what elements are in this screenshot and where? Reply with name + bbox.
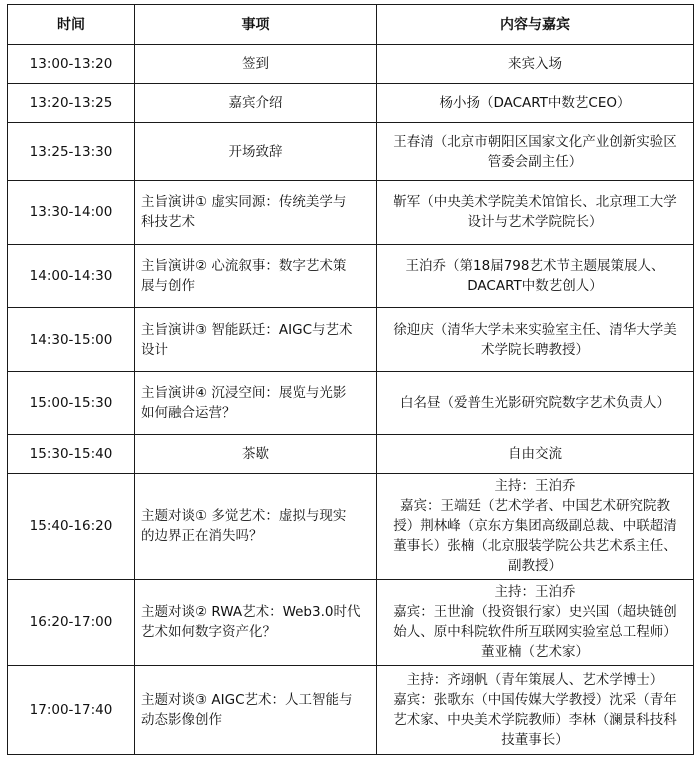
item-line: 如何融合运营？ — [141, 405, 236, 422]
item-line: 主题对谈③ AIGC艺术：人工智能与 — [141, 691, 353, 708]
item-line: 主题对谈① 多觉艺术：虚拟与现实 — [141, 508, 347, 525]
agenda-table — [7, 4, 694, 755]
row-time: 17:00-17:40 — [8, 665, 135, 754]
row-item — [135, 83, 377, 122]
content-line: 来宾入场 — [508, 55, 562, 72]
content-line: 副教授） — [508, 558, 562, 575]
content-line: 自由交流 — [508, 446, 562, 463]
item-line: 主旨演讲③ 智能跃迁：AIGC与艺术 — [141, 321, 353, 338]
item-line: 科技艺术 — [141, 214, 195, 231]
item-line: 艺术如何数字资产化？ — [141, 624, 276, 641]
row-item — [135, 371, 377, 435]
row-content — [377, 244, 694, 308]
content-line: 授）荆林峰（京东方集团高级副总裁、中联超清 — [393, 518, 677, 535]
content-line: 王春清（北京市朝阳区国家文化产业创新实验区 — [393, 133, 677, 150]
table-row — [8, 244, 694, 308]
item-line: 展与创作 — [141, 278, 195, 294]
row-content — [377, 435, 694, 474]
row-time: 15:30-15:40 — [8, 435, 135, 474]
content-line: 主持：王泊乔 — [494, 584, 576, 601]
content-line: 设计与艺术学院院长） — [467, 214, 603, 231]
row-time: 16:20-17:00 — [8, 579, 135, 665]
row-time: 14:30-15:00 — [8, 308, 135, 372]
row-item — [135, 181, 377, 245]
item-line: 签到 — [242, 55, 269, 72]
row-item — [135, 474, 377, 580]
content-line: 始人、原中科院软件所互联网实验室总工程师） — [393, 624, 677, 641]
row-time: 13:00-13:20 — [8, 45, 135, 84]
row-time: 15:40-16:20 — [8, 474, 135, 580]
content-line: 技董事长） — [501, 731, 569, 748]
row-item — [135, 579, 377, 665]
content-line: 嘉宾：王世渝（投资银行家）史兴国（超块链创 — [393, 604, 677, 621]
row-content — [377, 474, 694, 580]
item-line: 动态影像创作 — [141, 711, 222, 728]
table-row — [8, 435, 694, 474]
row-item — [135, 122, 377, 180]
table-row — [8, 371, 694, 435]
row-content — [377, 371, 694, 435]
row-time: 14:00-14:30 — [8, 244, 135, 308]
item-line: 设计 — [141, 341, 168, 358]
row-time: 15:00-15:30 — [8, 371, 135, 435]
table-row — [8, 308, 694, 372]
table-row — [8, 181, 694, 245]
row-content — [377, 181, 694, 245]
item-line: 茶歇 — [242, 446, 269, 463]
item-line: 主旨演讲② 心流叙事：数字艺术策 — [141, 258, 347, 274]
content-line: 董事长）张楠（北京服装学院公共艺术系主任、 — [393, 538, 677, 555]
header-item: 事项 — [135, 5, 377, 45]
table-row — [8, 665, 694, 754]
content-line: 王泊乔（第18届798艺术节主题展策展人、 — [405, 258, 665, 274]
item-line: 主题对谈② RWA艺术：Web3.0时代 — [141, 604, 361, 621]
row-content — [377, 308, 694, 372]
content-line: 杨小扬（DACART中数艺CEO） — [439, 94, 631, 111]
content-line: DACART中数艺创人） — [467, 278, 603, 294]
content-line: 靳军（中央美术学院美术馆馆长、北京理工大学 — [393, 194, 677, 211]
item-line: 开场致辞 — [228, 143, 283, 160]
item-line: 的边界正在消失吗？ — [141, 528, 263, 545]
table-row — [8, 579, 694, 665]
table-row — [8, 45, 694, 84]
content-line: 嘉宾：王端廷（艺术学者、中国艺术研究院教 — [400, 498, 670, 515]
content-line: 徐迎庆（清华大学未来实验室主任、清华大学美 — [393, 321, 677, 338]
table-row — [8, 83, 694, 122]
row-item — [135, 308, 377, 372]
row-content — [377, 122, 694, 180]
header-content: 内容与嘉宾 — [377, 5, 694, 45]
content-line: 艺术家、中央美术学院教师）李林（澜景科技科 — [393, 711, 677, 728]
table-row — [8, 474, 694, 580]
row-time: 13:25-13:30 — [8, 122, 135, 180]
header-time: 时间 — [8, 5, 135, 45]
content-line: 白名昼（爱普生光影研究院数字艺术负责人） — [400, 395, 670, 412]
row-item — [135, 45, 377, 84]
agenda-body — [8, 45, 694, 755]
content-line: 术学院长聘教授） — [481, 341, 589, 358]
row-item — [135, 665, 377, 754]
content-line: 董亚楠（艺术家） — [481, 644, 589, 661]
content-line: 嘉宾：张歌东（中国传媒大学教授）沈采（青年 — [393, 691, 677, 708]
content-line: 主持：齐翊帆（青年策展人、艺术学博士） — [406, 671, 664, 688]
content-line: 主持：王泊乔 — [494, 478, 576, 495]
row-item — [135, 244, 377, 308]
content-line: 管委会副主任） — [487, 153, 583, 170]
row-content — [377, 665, 694, 754]
row-time: 13:20-13:25 — [8, 83, 135, 122]
row-content — [377, 579, 694, 665]
header-row — [8, 5, 694, 45]
item-line: 主旨演讲④ 沉浸空间：展览与光影 — [141, 385, 347, 402]
item-line: 嘉宾介绍 — [228, 94, 283, 111]
table-row — [8, 122, 694, 180]
row-content — [377, 45, 694, 84]
row-content — [377, 83, 694, 122]
item-line: 主旨演讲① 虚实同源：传统美学与 — [141, 194, 347, 211]
row-item — [135, 435, 377, 474]
row-time: 13:30-14:00 — [8, 181, 135, 245]
